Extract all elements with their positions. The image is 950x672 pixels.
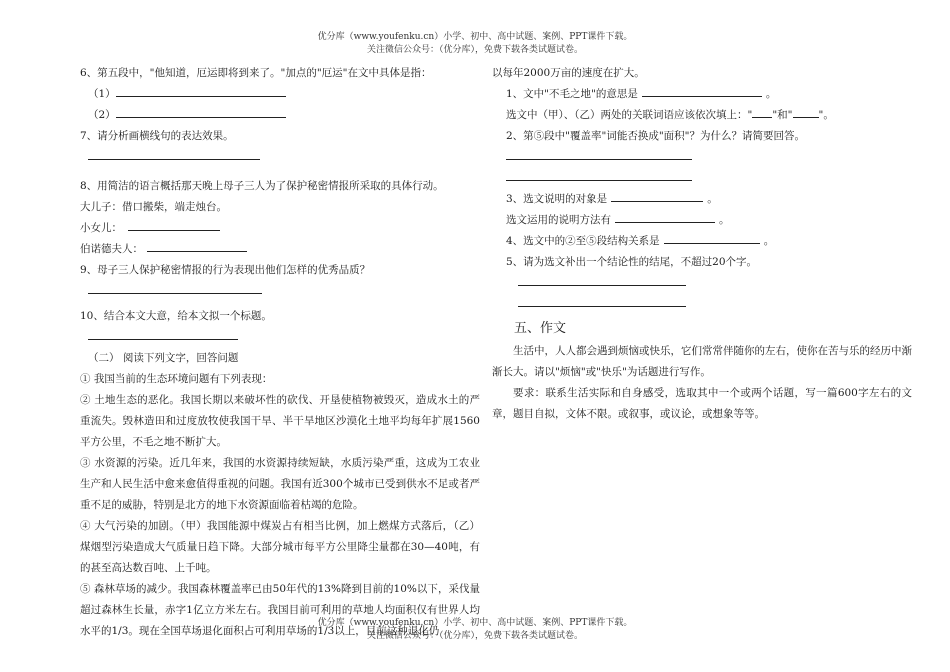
question-10: 10、结合本文大意，给本文拟一个标题。 — [80, 310, 272, 322]
question-r5: 5、请为选文补出一个结论性的结尾，不超过20个字。 — [506, 256, 758, 268]
answer-line[interactable] — [88, 147, 260, 160]
answer-blank[interactable] — [128, 218, 220, 231]
section-5-title: 五、作文 — [514, 321, 567, 336]
q8-mother: 伯诺德夫人： — [80, 243, 143, 255]
answer-blank[interactable] — [664, 231, 760, 244]
q6-item-2: （2） — [88, 109, 116, 121]
q8-daughter: 小女儿： — [80, 222, 122, 234]
page-header — [0, 31, 950, 57]
header-line-1: 优分库（www.youfenku.cn）小学、初中、高中试题、案例、PPT课件下载。 — [317, 32, 633, 42]
question-r1b: 选文中（甲）、（乙）两处的关联词语应该依次填上：" — [506, 109, 753, 121]
essay-prompt: 生活中，人人都会遇到烦恼或快乐，它们常常伴随你的左右，使你在苦与乐的经历中渐渐长大。请以"烦恼"或"快乐"为话题进行写作。 — [492, 345, 912, 378]
page-footer — [0, 617, 950, 643]
period: 。 — [763, 235, 775, 247]
passage-para-5: ⑤ 森林草场的减少。我国森林覆盖率已由50年代的13%降到目前的10%以下，采伐量超过森林生长量，赤字1亿立方米左右。我国目前可利用的草地人均面积仅有世界人均水平的1/3。现在全国草场退化面积占可利用草场的1/3以上，目前这种退化仍 — [80, 583, 480, 637]
answer-line[interactable] — [518, 294, 686, 307]
question-r3b: 选文运用的说明方法有 — [506, 214, 611, 226]
question-7: 7、请分析画横线句的表达效果。 — [80, 130, 234, 142]
period: 。 — [719, 214, 730, 226]
q6-item-1: （1） — [88, 88, 116, 100]
question-r4: 4、选文中的②至⑤段结构关系是 — [506, 235, 660, 247]
answer-line[interactable] — [88, 281, 262, 294]
answer-blank[interactable] — [793, 105, 819, 118]
answer-blank[interactable] — [615, 210, 715, 223]
header-line-2: 关注微信公众号：（优分库），免费下载各类试题试卷。 — [366, 45, 583, 55]
passage-para-2: ② 土地生态的恶化。我国长期以来破坏性的砍伐、开垦使植物被毁灭，造成水土的严重流失。毁林造田和过度放牧使我国干旱、半干旱地区沙漠化土地平均每年扩展1560平方公里，不毛之地不断扩大。 — [80, 394, 480, 448]
question-9: 9、母子三人保护秘密情报的行为表现出他们怎样的优秀品质？ — [80, 264, 371, 276]
answer-blank[interactable] — [642, 84, 762, 97]
footer-line-1: 优分库（www.youfenku.cn）小学、初中、高中试题、案例、PPT课件下载。 — [317, 618, 633, 628]
period: 。 — [707, 193, 718, 205]
left-column — [80, 63, 480, 642]
passage-para-3: ③ 水资源的污染。近几年来，我国的水资源持续短缺，水质污染严重，这成为工农业生产和人民生活中愈来愈值得重视的问题。我国有近300个城市已受到供水不足或者严重不足的威胁，特别是北方的地下水资源面临着枯竭的危险。 — [80, 457, 480, 511]
right-column — [492, 63, 912, 425]
answer-blank[interactable] — [147, 239, 247, 252]
answer-line[interactable] — [506, 147, 692, 160]
connector-text: "和" — [772, 109, 793, 121]
answer-line[interactable] — [506, 168, 692, 181]
question-r1: 1、文中"不毛之地"的意思是 — [506, 88, 638, 100]
passage-para-1: ① 我国当前的生态环境问题有下列表现： — [80, 373, 273, 385]
answer-blank[interactable] — [611, 189, 703, 202]
answer-blank[interactable] — [116, 84, 286, 97]
passage-continuation: 以每年2000万亩的速度在扩大。 — [492, 67, 645, 79]
essay-requirements: 要求：联系生活实际和自身感受，选取其中一个或两个话题，写一篇600字左右的文章，题目自拟，文体不限。或叙事，或议论，或想象等等。 — [492, 387, 912, 420]
question-6: 6、第五段中，"他知道，厄运即将到来了。"加点的"厄运"在文中具体是指： — [80, 67, 432, 79]
answer-line[interactable] — [88, 327, 238, 340]
answer-blank[interactable] — [116, 105, 286, 118]
footer-line-2: 关注微信公众号：（优分库），免费下载各类试题试卷。 — [366, 631, 583, 641]
question-r2: 2、第⑤段中"覆盖率"词能否换成"面积"？为什么？请简要回答。 — [506, 130, 805, 142]
reading-part-2-title: （二） 阅读下列文字，回答问题 — [88, 352, 239, 364]
question-r3: 3、选文说明的对象是 — [506, 193, 608, 205]
question-8: 8、用简洁的语言概括那天晚上母子三人为了保护秘密情报所采取的具体行动。 — [80, 180, 444, 192]
period: 。 — [765, 88, 777, 100]
q8-son: 大儿子：借口搬柴，端走烛台。 — [80, 201, 227, 213]
end-quote: "。 — [818, 109, 834, 121]
answer-line[interactable] — [518, 273, 686, 286]
answer-blank[interactable] — [752, 105, 772, 118]
passage-para-4: ④ 大气污染的加剧。（甲）我国能源中煤炭占有相当比例，加上燃煤方式落后，（乙）煤烟型污染造成大气质量日趋下降。大部分城市每平方公里降尘量都在30—40吨，有的甚至高达数百吨、上千吨。 — [80, 520, 480, 574]
